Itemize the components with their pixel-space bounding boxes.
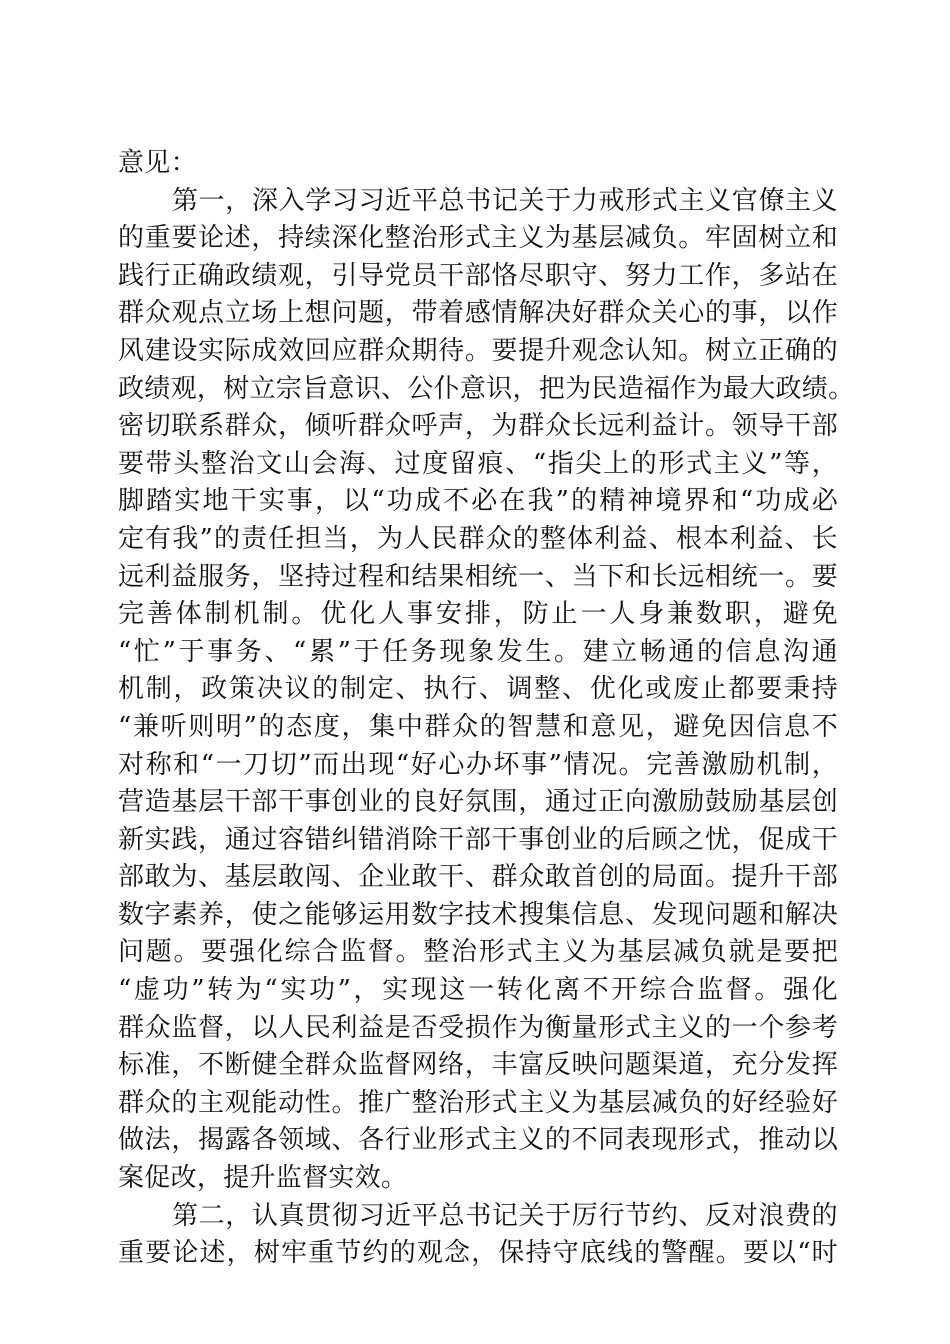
text-line: 的重要论述，持续深化整治形式主义为基层减负。牢固树立和 — [118, 223, 838, 254]
text-line: 标准，不断健全群众监督网络，丰富反映问题渠道，充分发挥 — [118, 1050, 838, 1081]
text-line: 对称和“一刀切”而出现“好心办坏事”情况。完善激励机制， — [118, 749, 838, 780]
text-line: 重要论述，树牢重节约的观念，保持守底线的警醒。要以“时 — [118, 1238, 838, 1269]
text-line: 第二，认真贯彻习近平总书记关于厉行节约、反对浪费的 — [172, 1200, 838, 1231]
text-line: 案促改，提升监督实效。 — [118, 1163, 408, 1194]
document-body — [118, 145, 855, 1273]
text-line: 践行正确政绩观，引导党员干部恪尽职守、努力工作，多站在 — [118, 260, 838, 291]
text-line: 机制，政策决议的制定、执行、调整、优化或废止都要秉持 — [118, 674, 838, 705]
text-line: 营造基层干部干事创业的良好氛围，通过正向激励鼓励基层创 — [118, 787, 838, 818]
text-line: 群众观点立场上想问题，带着感情解决好群众关心的事，以作 — [118, 298, 838, 329]
text-line: 部敢为、基层敢闯、企业敢干、群众敢首创的局面。提升干部 — [118, 862, 838, 893]
text-line: 定有我”的责任担当，为人民群众的整体利益、根本利益、长 — [118, 523, 838, 554]
text-line: “虚功”转为“实功”，实现这一转化离不开综合监督。强化 — [118, 975, 838, 1006]
text-line: 密切联系群众，倾听群众呼声，为群众长远利益计。领导干部 — [118, 411, 838, 442]
text-line: 数字素养，使之能够运用数字技术搜集信息、发现问题和解决 — [118, 899, 838, 930]
text-line: “兼听则明”的态度，集中群众的智慧和意见，避免因信息不 — [118, 711, 838, 742]
text-line: 做法，揭露各领域、各行业形式主义的不同表现形式，推动以 — [118, 1125, 838, 1156]
text-line: 远利益服务，坚持过程和结果相统一、当下和长远相统一。要 — [118, 561, 838, 592]
text-line: 脚踏实地干实事，以“功成不必在我”的精神境界和“功成必 — [118, 486, 838, 517]
text-line: 新实践，通过容错纠错消除干部干事创业的后顾之忧，促成干 — [118, 824, 838, 855]
text-line: 第一，深入学习习近平总书记关于力戒形式主义官僚主义 — [172, 185, 838, 216]
text-line: 完善体制机制。优化人事安排，防止一人身兼数职，避免 — [118, 599, 838, 630]
text-line: 要带头整治文山会海、过度留痕、“指尖上的形式主义”等， — [118, 448, 838, 479]
text-line: 问题。要强化综合监督。整治形式主义为基层减负就是要把 — [118, 937, 838, 968]
text-line: 风建设实际成效回应群众期待。要提升观念认知。树立正确的 — [118, 335, 838, 366]
text-line: 政绩观，树立宗旨意识、公仆意识，把为民造福作为最大政绩。 — [118, 373, 855, 404]
text-line: 意见： — [118, 148, 197, 178]
text-line: “忙”于事务、“累”于任务现象发生。建立畅通的信息沟通 — [118, 636, 838, 667]
text-line: 群众监督，以人民利益是否受损作为衡量形式主义的一个参考 — [118, 1012, 838, 1043]
text-line: 群众的主观能动性。推广整治形式主义为基层减负的好经验好 — [118, 1087, 838, 1118]
